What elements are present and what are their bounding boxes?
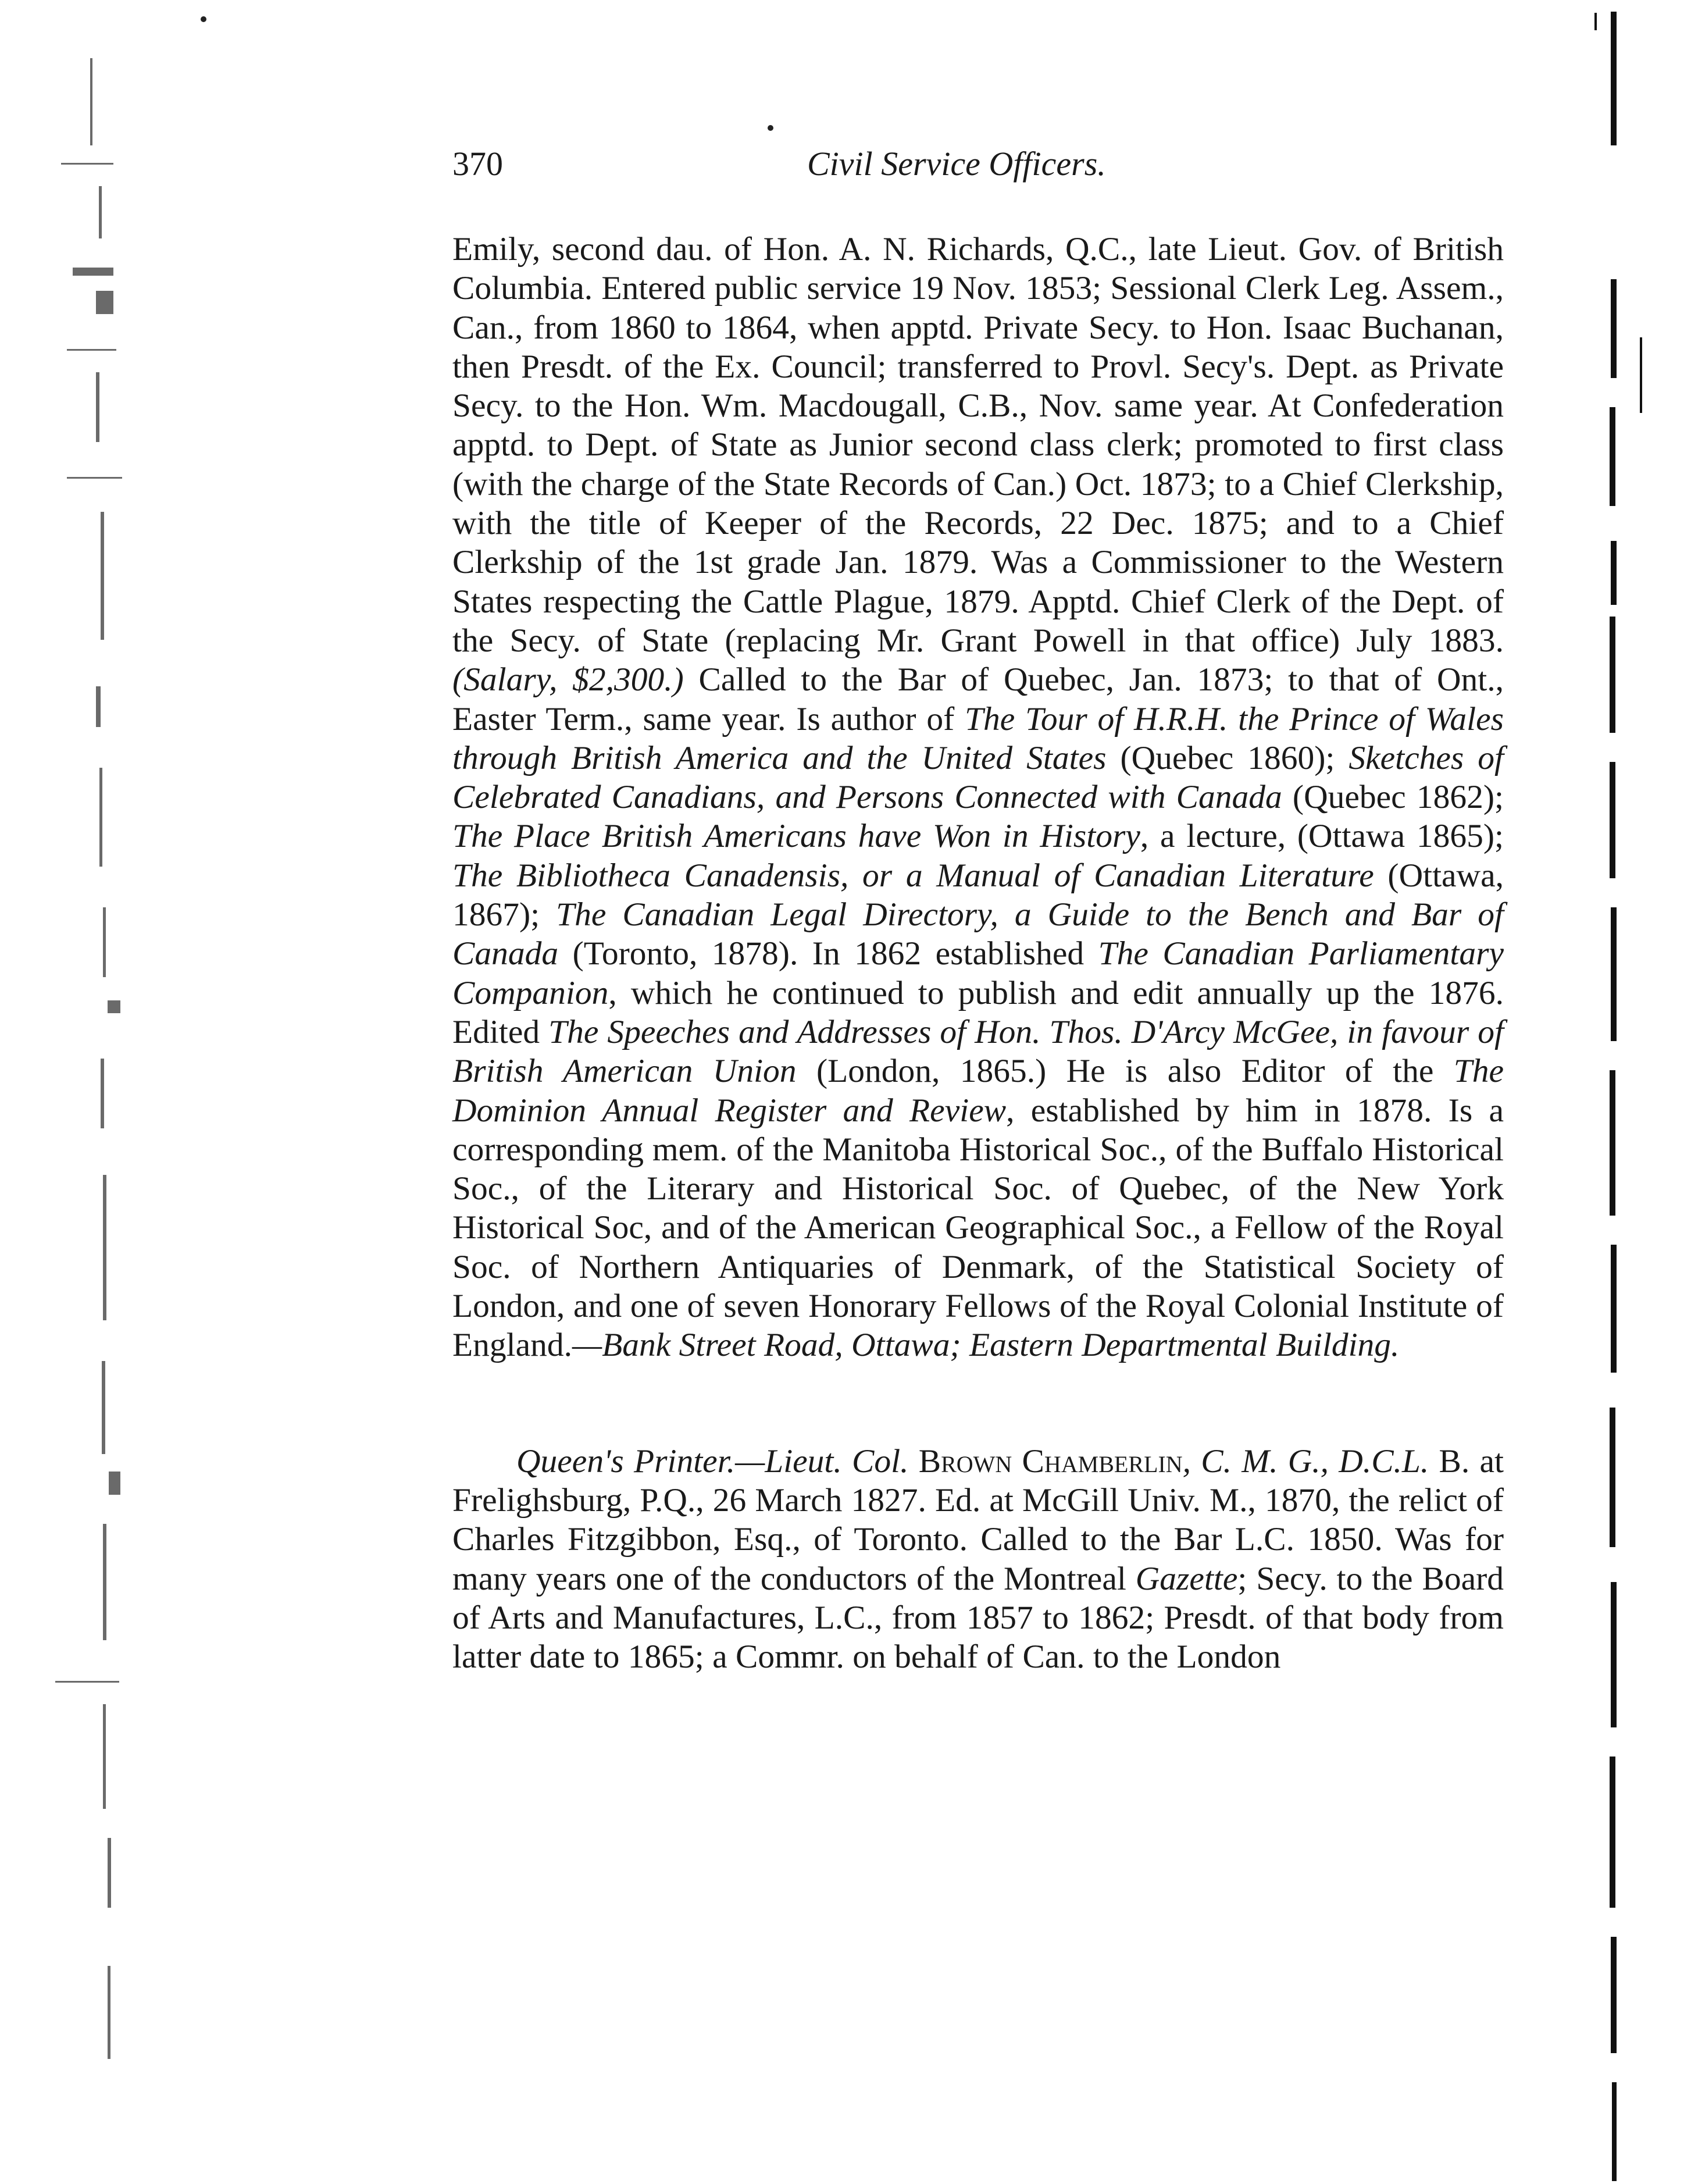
entry-text: (London, 1865.) He is also Editor of the: [796, 1053, 1454, 1090]
page-header: [452, 144, 1517, 191]
entry-name: Brown Chamberlin: [918, 1442, 1183, 1480]
running-head: Civil Service Officers.: [807, 145, 1106, 183]
right-margin-binding-marks: [1593, 0, 1675, 2184]
left-margin-bleed-through: [55, 35, 154, 2071]
entry-text: ; Secy. to the Board of Arts and Manufactures, L.C., from 1857 to 1862; Presdt. of that body from latter date to 1865; a Commr. on behalf of Can. to the London: [452, 1560, 1504, 1676]
book-title: The Speeches and Addresses of Hon. Thos. D'Arcy McGee, in favour of British American Union: [452, 1013, 1504, 1090]
entry-title: Queen's Printer.—Lieut. Col.: [516, 1442, 919, 1480]
book-title: Sketches of Celebrated Canadians, and Persons Connected with Canada: [452, 739, 1504, 816]
salary-note: (Salary, $2,300.): [452, 661, 684, 699]
entry-text: Called to the Bar of Quebec, Jan. 1873; to that of Ont., Easter Term., same year. Is author of: [452, 661, 1504, 737]
entry-text: B. at Frelighsburg, P.Q., 26 March 1827. Ed. at McGill Univ. M., 1870, the relict of Charles Fitzgibbon, Esq., of Toronto. Called to the Bar L.C. 1850. Was for many years one of the conductors of the Montreal: [452, 1442, 1504, 1597]
body-text: [452, 230, 1504, 1676]
address: —Bank Street Road, Ottawa; Eastern Departmental Building.: [572, 1327, 1400, 1364]
entry-text: , a lecture, (Ottawa 1865);: [1140, 818, 1504, 855]
entry-text: , which he continued to publish and edit annually up the 1876. Edited: [452, 974, 1504, 1050]
entry-queens-printer: [452, 1442, 1504, 1677]
entry-text: (Quebec 1862);: [1282, 779, 1504, 816]
entry-text: , established by him in 1878. Is a corresponding mem. of the Manitoba Historical Soc., of the Buffalo Historical Soc., of the Literary and Historical Soc. of Quebec, of the New York Historical Soc, and of the American Geographical Soc., a Fellow of the Royal Soc. of Northern Antiquaries of Denmark, of the Statistical Society of London, and one of seven Honorary Fellows of the Royal Colonial Institute of England.: [452, 1092, 1504, 1364]
entry-text: (Ottawa, 1867);: [452, 857, 1504, 934]
book-title: The Place British Americans have Won in History: [452, 818, 1140, 855]
speck: [768, 125, 773, 131]
book-title: The Tour of H.R.H. the Prince of Wales through British America and the United States: [452, 700, 1504, 776]
entry-honours: , C. M. G., D.C.L.: [1182, 1442, 1429, 1480]
entry-text: (Quebec 1860);: [1106, 739, 1349, 776]
speck: [201, 16, 206, 22]
entry-text: (Toronto, 1878). In 1862 established: [558, 935, 1098, 972]
book-title: The Dominion Annual Register and Review: [452, 1053, 1504, 1129]
entry-text: Emily, second dau. of Hon. A. N. Richards, Q.C., late Lieut. Gov. of British Columbia. Entered public service 19 Nov. 1853; Sessional Clerk Leg. Assem., Can., from 1860 to 1864, when apptd. Private Secy. to Hon. Isaac Buchanan, then Presdt. of the Ex. Council; transferred to Provl. Secy's. Dept. as Private Secy. to the Hon. Wm. Macdougall, C.B., Nov. same year. At Confederation apptd. to Dept. of State as Junior second class clerk; promoted to first class (with the charge of the State Records of Can.) Oct. 1873; to a Chief Clerkship, with the title of Keeper of the Records, 22 Dec. 1875; and to a Chief Clerkship of the 1st grade Jan. 1879. Was a Commissioner to the Western States respecting the Cattle Plague, 1879. Apptd. Chief Clerk of the Dept. of the Secy. of State (replacing Mr. Grant Powell in that office) July 1883.: [452, 231, 1504, 659]
book-title: The Bibliotheca Canadensis, or a Manual of Canadian Literature: [452, 857, 1374, 894]
entry-continuation-paragraph: [452, 230, 1504, 1365]
book-title: The Canadian Legal Directory, a Guide to the Bench and Bar of Canada: [452, 896, 1504, 972]
book-title: The Canadian Parliamentary Companion: [452, 935, 1504, 1011]
publication-title: Gazette: [1135, 1560, 1238, 1597]
page-number: 370: [452, 145, 503, 183]
